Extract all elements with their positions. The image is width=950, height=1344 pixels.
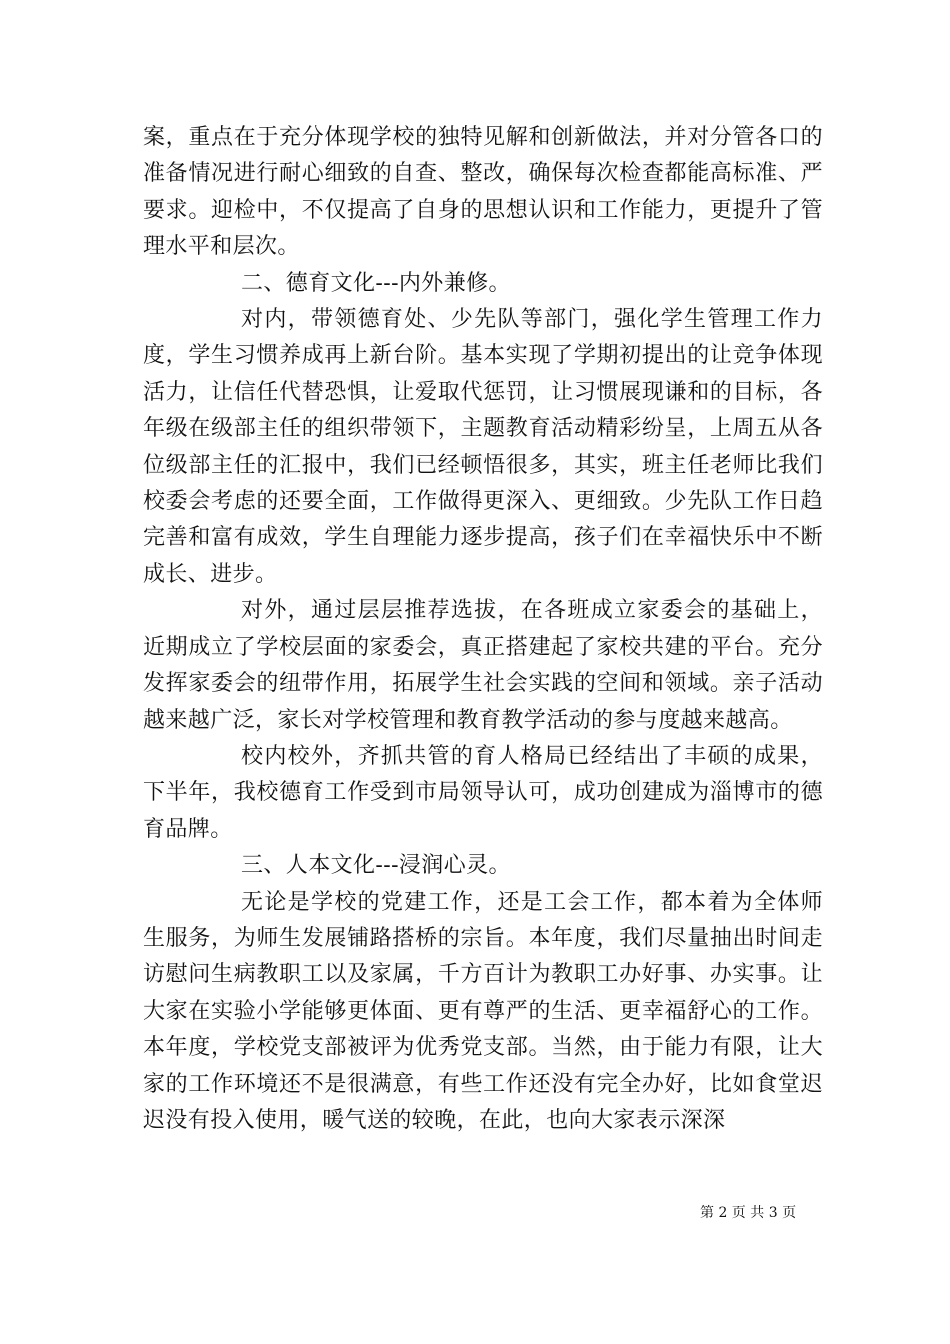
- paragraph-external: 对外，通过层层推荐选拔，在各班成立家委会的基础上，近期成立了学校层面的家委会，真正搭建起了家校共建的平台。充分发挥家委会的纽带作用，拓展学生社会实践的空间和领域。亲子活动越来越广泛，家长对学校管理和教育教学活动的参与度越来越高。: [143, 598, 823, 733]
- document-body: [143, 120, 823, 1139]
- section-heading-humanistic-culture: 三、人本文化---浸润心灵。: [241, 853, 511, 879]
- page-number: 第 2 页 共 3 页: [700, 1205, 797, 1221]
- paragraph-party-union: 无论是学校的党建工作，还是工会工作，都本着为全体师生服务，为师生发展铺路搭桥的宗旨。本年度，我们尽量抽出时间走访慰问生病教职工以及家属，千方百计为教职工办好事、办实事。让大家在实验小学能够更体面、更有尊严的生活、更幸福舒心的工作。本年度，学校党支部被评为优秀党支部。当然，由于能力有限，让大家的工作环境还不是很满意，有些工作还没有完全办好，比如食堂迟迟没有投入使用，暖气送的较晚，在此，也向大家表示深深: [143, 889, 823, 1133]
- paragraph-internal: 对内，带领德育处、少先队等部门，强化学生管理工作力度，学生习惯养成再上新台阶。基本实现了学期初提出的让竞争体现活力，让信任代替恐惧，让爱取代惩罚，让习惯展现谦和的目标，各年级在级部主任的组织带领下，主题教育活动精彩纷呈，上周五从各位级部主任的汇报中，我们已经顿悟很多，其实，班主任老师比我们校委会考虑的还要全面，工作做得更深入、更细致。少先队工作日趋完善和富有成效，学生自理能力逐步提高，孩子们在幸福快乐中不断成长、进步。: [143, 307, 823, 587]
- paragraph-continuation: 案，重点在于充分体现学校的独特见解和创新做法，并对分管各口的准备情况进行耐心细致的自查、整改，确保每次检查都能高标准、严要求。迎检中，不仅提高了自身的思想认识和工作能力，更提升了管理水平和层次。: [143, 125, 823, 260]
- section-heading-moral-culture: 二、德育文化---内外兼修。: [241, 270, 511, 296]
- paragraph-inside-outside: 校内校外，齐抓共管的育人格局已经结出了丰硕的成果，下半年，我校德育工作受到市局领导认可，成功创建成为淄博市的德育品牌。: [143, 743, 823, 842]
